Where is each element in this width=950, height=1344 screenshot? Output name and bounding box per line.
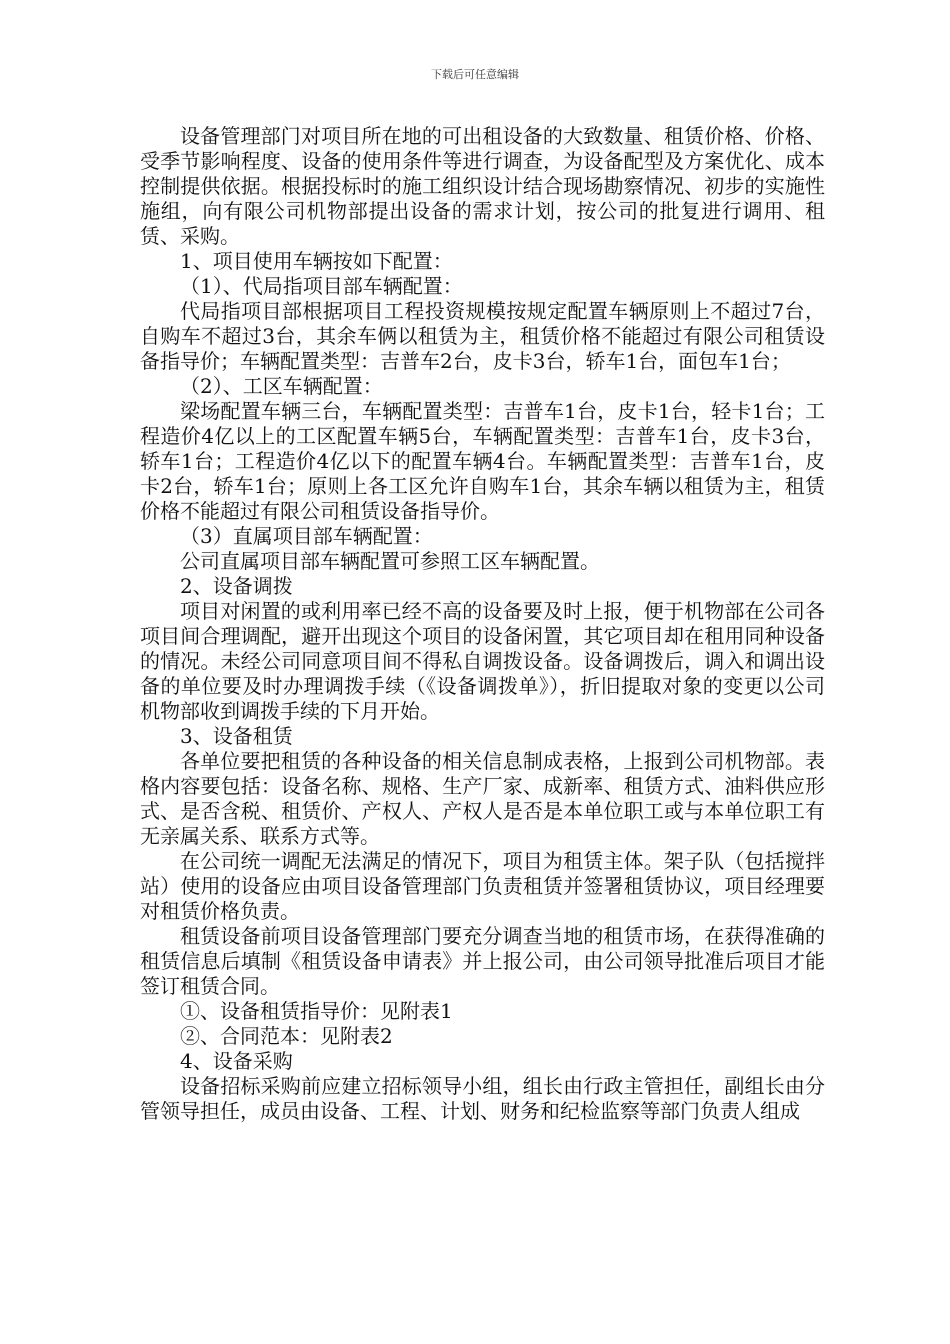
paragraph: 各单位要把租赁的各种设备的相关信息制成表格，上报到公司机物部。表格内容要包括：设备名称、规格、生产厂家、成新率、租赁方式、油料供应形式、是否含税、租赁价、产权人、产权人是否是本单位职工或与本单位职工有无亲属关系、联系方式等。 (140, 749, 825, 848)
section-heading: 1、项目使用车辆按如下配置： (180, 249, 453, 273)
paragraph: 公司直属项目部车辆配置可参照工区车辆配置。 (180, 549, 600, 573)
paragraph: 设备管理部门对项目所在地的可出租设备的大致数量、租赁价格、价格、受季节影响程度、设备的使用条件等进行调查，为设备配型及方案优化、成本控制提供依据。根据投标时的施工组织设计结合现场勘察情况、初步的实施性施组，向有限公司机物部提出设备的需求计划，按公司的批复进行调用、租赁、采购。 (140, 124, 825, 248)
page-header: 下载后可任意编辑 (431, 68, 519, 81)
paragraph: 在公司统一调配无法满足的情况下，项目为租赁主体。架子队（包括搅拌站）使用的设备应由项目设备管理部门负责租赁并签署租赁协议，项目经理要对租赁价格负责。 (140, 849, 825, 923)
subsection-heading: （1）、代局指项目部车辆配置： (180, 274, 463, 298)
subsection-heading: （2）、工区车辆配置： (180, 374, 383, 398)
section-heading: 3、设备租赁 (180, 724, 293, 748)
list-item: ②、合同范本：见附表2 (180, 1024, 393, 1048)
paragraph: 梁场配置车辆三台，车辆配置类型：吉普车1台，皮卡1台，轻卡1台；工程造价4亿以上的工区配置车辆5台，车辆配置类型：吉普车1台，皮卡3台，轿车1台；工程造价4亿以下的配置车辆4台。车辆配置类型：吉普车1台，皮卡2台，轿车1台；原则上各工区允许自购车1台，其余车辆以租赁为主，租赁价格不能超过有限公司租赁设备指导价。 (140, 399, 825, 523)
paragraph: 设备招标采购前应建立招标领导小组，组长由行政主管担任，副组长由分管领导担任，成员由设备、工程、计划、财务和纪检监察等部门负责人组成 (140, 1074, 825, 1123)
list-item: ①、设备租赁指导价：见附表1 (180, 999, 453, 1023)
section-heading: 4、设备采购 (180, 1049, 293, 1073)
paragraph: 租赁设备前项目设备管理部门要充分调查当地的租赁市场，在获得准确的租赁信息后填制《租赁设备申请表》并上报公司，由公司领导批准后项目才能签订租赁合同。 (140, 924, 825, 998)
subsection-heading: （3）直属项目部车辆配置： (180, 524, 433, 548)
section-heading: 2、设备调拨 (180, 574, 293, 598)
paragraph: 代局指项目部根据项目工程投资规模按规定配置车辆原则上不超过7台，自购车不超过3台，其余车俩以租赁为主，租赁价格不能超过有限公司租赁设备指导价；车辆配置类型：吉普车2台，皮卡3台，轿车1台，面包车1台； (140, 299, 825, 373)
paragraph: 项目对闲置的或利用率已经不高的设备要及时上报，便于机物部在公司各项目间合理调配，避开出现这个项目的设备闲置，其它项目却在租用同种设备的情况。未经公司同意项目间不得私自调拨设备。设备调拨后，调入和调出设备的单位要及时办理调拨手续（《设备调拨单》），折旧提取对象的变更以公司机物部收到调拨手续的下月开始。 (140, 599, 825, 723)
document-body (140, 124, 825, 1124)
